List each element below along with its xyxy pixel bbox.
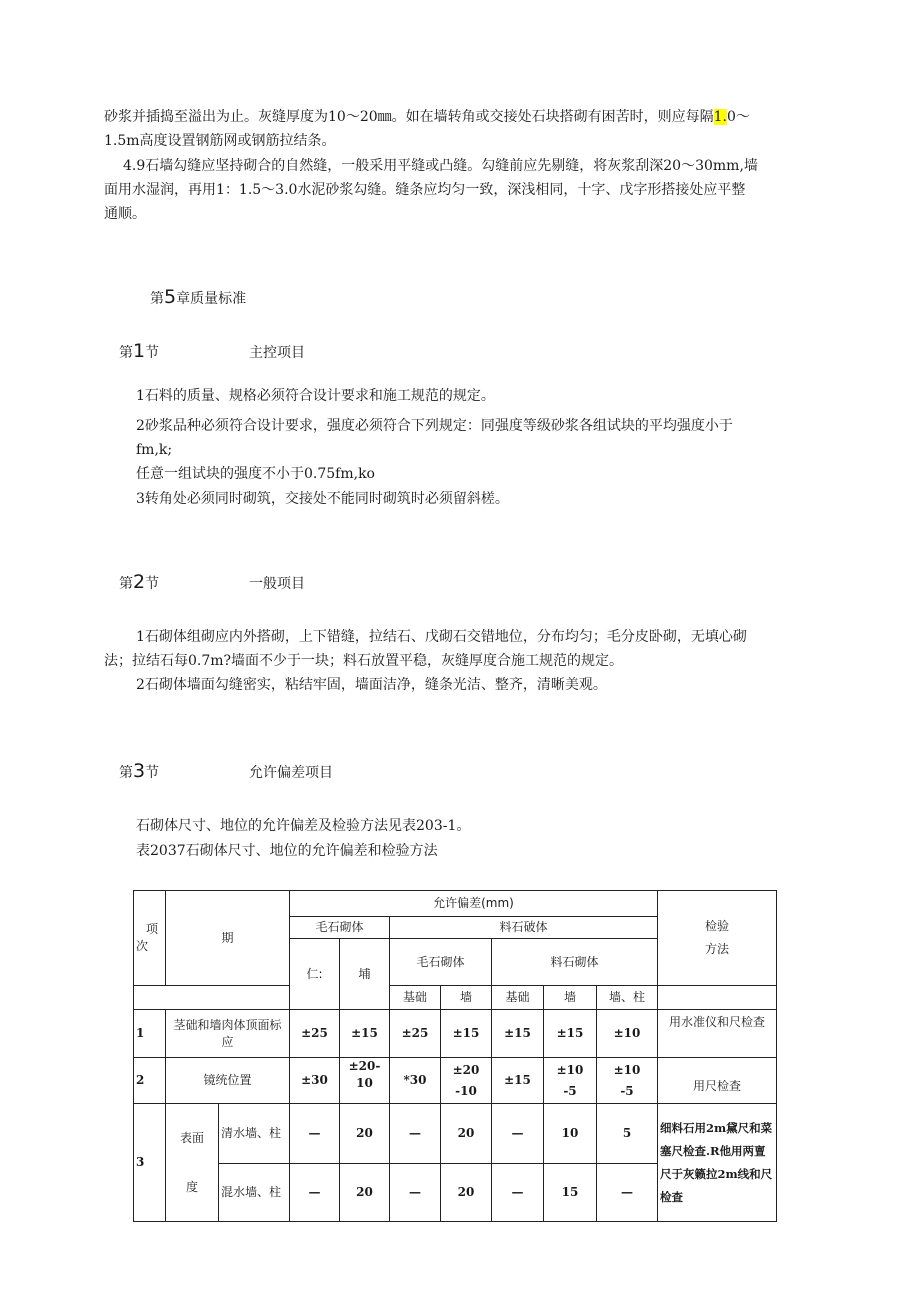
header-spacer: [658, 986, 777, 1010]
header-allowance: 允许偏差(mm): [290, 891, 658, 917]
cell-value: ±15: [441, 1010, 492, 1058]
header-ren: 仁:: [290, 939, 340, 1010]
sec3-intro: 石砌体尺寸、地位的允许偏差及检验方法见表203-1。: [136, 818, 471, 834]
cell-value: —: [597, 1164, 658, 1222]
header-foundation-2: 基础: [492, 986, 544, 1010]
section-1-heading: [119, 340, 305, 362]
header-text: 检验: [704, 919, 729, 933]
cell-value: 20: [340, 1164, 390, 1222]
sec1-item-1: 1石料的质量、规格必须符合设计要求和施工规范的规定。: [136, 388, 495, 404]
para-4-9-line-2: 面用水湿润，再用1：1.5～3.0水泥砂浆勾缝。缝条应均匀一致，深浅相同，十字、戊字形搭接处应平整: [104, 182, 746, 198]
cell-line: ±20: [452, 1062, 480, 1077]
header-bu: 埔: [340, 939, 390, 1010]
highlighted-text: 1.: [713, 109, 727, 125]
header-text: 次: [136, 939, 149, 953]
cell-line: ±10: [613, 1062, 641, 1077]
tolerance-table: [133, 890, 777, 1222]
row-method: 细料石用2m黛尺和菜塞尺检查.R他用两亶尺于灰籁拉2m线和尺检查: [658, 1104, 777, 1222]
header-row-1: [134, 891, 777, 917]
section-number: 2: [133, 571, 146, 593]
section-title: 一般项目: [249, 576, 305, 592]
cell-line: -10: [455, 1083, 477, 1098]
group-text: 表面: [179, 1130, 204, 1145]
cell-value: —: [290, 1104, 340, 1164]
sec1-item-2-cont: fm,k;: [136, 442, 173, 458]
header-wall-column: 墙、柱: [597, 986, 658, 1010]
sec2-para-1-line-2: 法；拉结石每0.7m?墙面不少于一块；料石放置平稳，灰缝厚度合施工规范的规定。: [104, 653, 624, 669]
chapter-number: 5: [164, 286, 177, 308]
group-text: 度: [185, 1179, 198, 1194]
intro-line-2: 1.5m高度设置钢筋网或钢筋拉结条。: [104, 133, 336, 149]
row-subitem: 混水墙、柱: [219, 1164, 290, 1222]
cell-value: ±15: [492, 1058, 544, 1104]
section-suffix: 节: [145, 345, 160, 361]
intro-line-1: [104, 106, 810, 129]
header-text: 项: [146, 922, 159, 936]
row-number: 1: [134, 1010, 166, 1058]
row-method: 用尺检查: [658, 1058, 777, 1104]
para-4-9-line-3: 通顺。: [104, 206, 146, 222]
header-text: 方法: [704, 942, 729, 956]
cell-value: ±20-10: [340, 1058, 390, 1104]
para-4-9-line-1: 4.9石墙勾缝应坚持砌合的自然缝，一般采用平缝或凸缝。勾缝前应先剔缝，将灰浆刮深20～30mm,墙: [123, 158, 758, 174]
cell-value: 20: [441, 1104, 492, 1164]
cell-line: -5: [563, 1083, 577, 1098]
cell-value: 20: [441, 1164, 492, 1222]
cell-value: [441, 1058, 492, 1104]
cell-value: [597, 1058, 658, 1104]
section-prefix: 第: [119, 765, 133, 781]
header-item-name: 期: [166, 891, 290, 986]
section-title: 允许偏差项目: [249, 765, 333, 781]
section-number: 3: [133, 760, 146, 782]
header-rubble: 毛石砌体: [290, 917, 390, 939]
cell-value: ±25: [290, 1010, 340, 1058]
header-dressed: 料石破体: [390, 917, 658, 939]
cell-value: ±25: [390, 1010, 441, 1058]
row-number: 3: [134, 1104, 166, 1222]
chapter-heading: [150, 286, 246, 308]
cell-value: [544, 1058, 597, 1104]
chapter-suffix: 章质量标准: [176, 291, 247, 307]
cell-value: ±15: [544, 1010, 597, 1058]
cell-value: ±30: [290, 1058, 340, 1104]
table-caption: 表2037石砌体尺寸、地位的允许偏差和检验方法: [136, 843, 438, 859]
chapter-prefix: 第: [150, 291, 164, 307]
section-prefix: 第: [119, 576, 133, 592]
cell-value: 20: [340, 1104, 390, 1164]
cell-value: ±15: [340, 1010, 390, 1058]
cell-value: 15: [544, 1164, 597, 1222]
intro-text: 砂浆并插捣至溢出为止。灰缝厚度为10～20㎜。如在墙转角或交接处石块搭砌有困苦时，则应每隔: [104, 109, 714, 125]
cell-value: ±10: [597, 1010, 658, 1058]
section-suffix: 节: [145, 576, 160, 592]
row-subitem: 清水墙、柱: [219, 1104, 290, 1164]
cell-line: ±10: [556, 1062, 584, 1077]
cell-value: 10: [544, 1104, 597, 1164]
cell-value: ±15: [492, 1010, 544, 1058]
row-method: 用水准仪和尺检查: [658, 1010, 777, 1058]
header-wall-1: 墙: [441, 986, 492, 1010]
header-row-4: [134, 986, 777, 1010]
table-row-3a: [134, 1104, 777, 1164]
sec2-para-1-line-1: 1石砌体组砌应内外搭砌，上下错缝，拉结石、戊砌石交错地位，分布均匀；毛分皮卧砌，无填心砌: [136, 629, 747, 645]
section-title: 主控项目: [249, 345, 305, 361]
sec1-item-3: 3转角处必须同时砌筑，交接处不能同时砌筑时必须留斜槎。: [136, 491, 509, 507]
section-3-heading: [119, 760, 333, 782]
row-item: 茎础和墙肉体顶面标应: [166, 1010, 290, 1058]
cell-value: —: [492, 1164, 544, 1222]
table-row-1: [134, 1010, 777, 1058]
cell-value: —: [290, 1164, 340, 1222]
row-group: [166, 1104, 219, 1222]
intro-text: 0～: [727, 109, 750, 125]
cell-value: —: [390, 1164, 441, 1222]
section-prefix: 第: [119, 345, 133, 361]
table-row-2: [134, 1058, 777, 1104]
header-rubble-2: 毛石砌体: [390, 939, 492, 986]
row-number: 2: [134, 1058, 166, 1104]
row-item: 镜统位置: [166, 1058, 290, 1104]
cell-value: —: [390, 1104, 441, 1164]
cell-value: —: [492, 1104, 544, 1164]
section-2-heading: [119, 571, 305, 593]
section-number: 1: [133, 340, 146, 362]
header-dressed-2: 料石砌体: [492, 939, 658, 986]
cell-value: 5: [597, 1104, 658, 1164]
header-foundation-1: 基础: [390, 986, 441, 1010]
sec1-item-2: 2砂浆品种必须符合设计要求，强度必须符合下列规定：同强度等级砂浆各组试块的平均强度小于: [136, 418, 733, 434]
header-wall-2: 墙: [544, 986, 597, 1010]
header-item-no: [134, 891, 166, 986]
sec2-para-2: 2石砌体墙面勾缝密实，粘结牢固，墙面洁净，缝条光洁、整齐，清晰美观。: [136, 677, 607, 693]
section-suffix: 节: [145, 765, 160, 781]
sec1-item-2-note: 任意一组试块的强度不小于0.75fm,ko: [136, 466, 375, 482]
cell-line: -5: [620, 1083, 634, 1098]
cell-value: *30: [390, 1058, 441, 1104]
header-check-method: [658, 891, 777, 986]
header-spacer: [134, 986, 290, 1010]
